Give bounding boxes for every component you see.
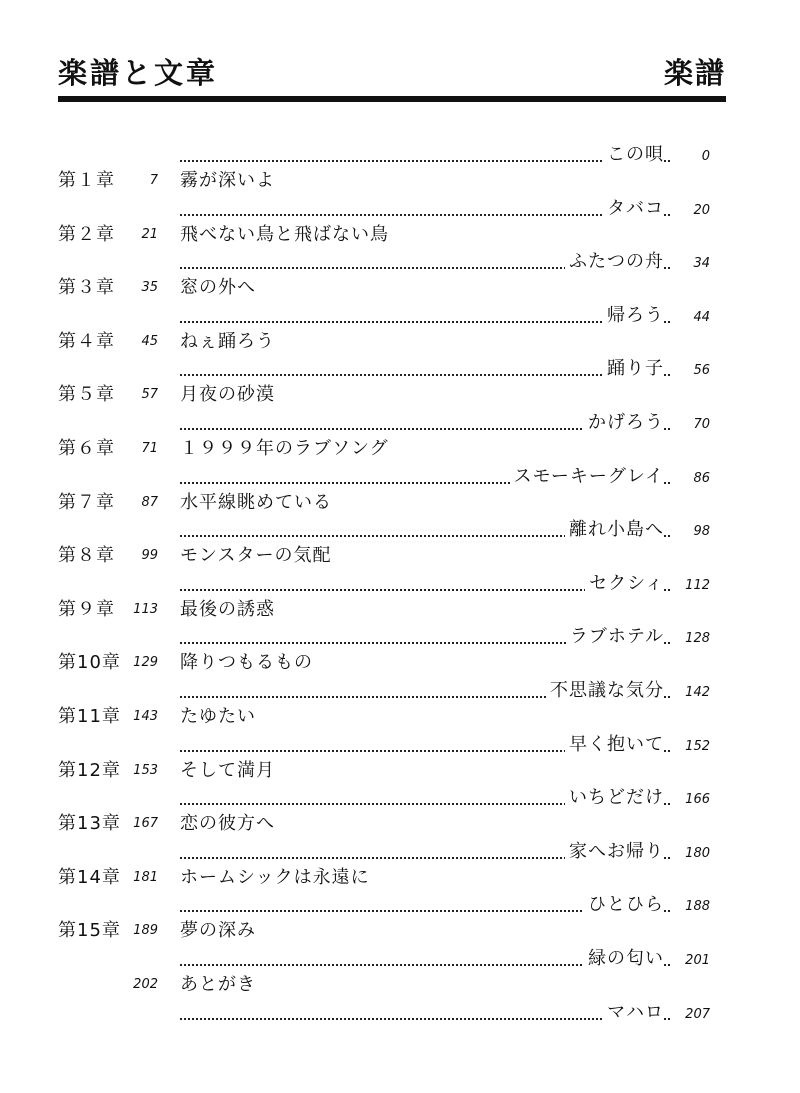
chapter-label: 第６章: [58, 438, 115, 459]
song-page-number: 70: [693, 417, 710, 432]
song-title: 離れ小島へ: [565, 517, 664, 543]
song-page-number: 188: [685, 899, 710, 915]
song-entry: [0, 249, 800, 275]
chapter-label: 第14章: [58, 866, 121, 888]
chapter-entry: [0, 168, 800, 194]
page-title: 楽譜と文章: [58, 56, 219, 90]
chapter-title: ねぇ踊ろう: [180, 330, 275, 352]
song-page-number: 86: [693, 470, 710, 486]
chapter-label: 第１章: [58, 170, 115, 191]
chapter-title: モンスターの気配: [180, 545, 332, 567]
song-page-number: 56: [693, 363, 710, 379]
song-entry: [0, 624, 800, 650]
chapter-page-number: 129: [133, 655, 158, 671]
chapter-title: 水平線眺めている: [180, 491, 332, 513]
chapter-entry: [0, 329, 800, 355]
chapter-title: 霧が深いよ: [180, 170, 275, 191]
chapter-label: 第２章: [58, 223, 115, 245]
song-title: ひとひら: [584, 892, 664, 918]
song-entry: [0, 356, 800, 382]
chapter-title: 降りつもるもの: [180, 652, 313, 674]
dot-leader: [180, 160, 670, 162]
chapter-label: 第10章: [58, 652, 121, 674]
chapter-title: そして満月: [180, 759, 275, 781]
song-page-number: 180: [685, 845, 710, 861]
song-page-number: 201: [685, 953, 710, 968]
chapter-label: 第３章: [58, 277, 115, 299]
chapter-label: 第７章: [58, 491, 115, 513]
chapter-label: 第５章: [58, 384, 115, 406]
song-page-number: 0: [701, 149, 710, 164]
song-entry: [0, 196, 800, 222]
chapter-entry: [0, 543, 800, 569]
song-title: タバコ: [603, 196, 664, 222]
song-page-number: 152: [685, 738, 710, 754]
chapter-title: 夢の深み: [180, 920, 256, 942]
chapter-entry: [0, 382, 800, 408]
chapter-label: 第11章: [58, 706, 121, 727]
song-title: 早く抱いて: [565, 732, 664, 758]
chapter-page-number: 113: [133, 601, 158, 617]
chapter-label: 第９章: [58, 598, 115, 620]
song-title: かげろう: [584, 410, 664, 436]
song-entry: [0, 517, 800, 543]
song-page-number: 98: [693, 524, 710, 540]
dot-leader: [180, 214, 670, 216]
chapter-label: 第12章: [58, 759, 121, 781]
chapter-title: たゆたい: [180, 706, 256, 727]
chapter-entry: [0, 865, 800, 891]
chapter-entry: [0, 704, 800, 730]
chapter-title: ホームシックは永遠に: [180, 866, 370, 888]
chapter-entry: [0, 650, 800, 676]
chapter-page-number: 202: [133, 977, 158, 992]
chapter-entry: [0, 490, 800, 516]
chapter-title: １９９９年のラブソング: [180, 438, 389, 459]
song-entry: [0, 571, 800, 597]
song-title: いちどだけ: [565, 785, 664, 811]
chapter-title: 恋の彼方へ: [180, 813, 275, 835]
song-title: ふたつの舟: [565, 249, 664, 275]
song-entry: [0, 303, 800, 329]
song-entry: [0, 142, 800, 168]
song-page-number: 44: [693, 309, 710, 325]
chapter-title: 窓の外へ: [180, 277, 256, 299]
chapter-label: 第４章: [58, 330, 115, 352]
chapter-page-number: 71: [141, 441, 158, 456]
chapter-page-number: 99: [141, 548, 158, 564]
chapter-entry: [0, 918, 800, 944]
song-page-number: 34: [693, 256, 710, 272]
song-page-number: 112: [685, 577, 710, 593]
chapter-page-number: 21: [141, 226, 158, 242]
chapter-title: 飛べない鳥と飛ばない鳥: [180, 223, 389, 245]
chapter-entry: [0, 436, 800, 462]
chapter-page-number: 153: [133, 762, 158, 778]
song-entry: [0, 946, 800, 972]
chapter-title: 月夜の砂漠: [180, 384, 275, 406]
song-title: 帰ろう: [603, 303, 664, 329]
chapter-page-number: 7: [149, 173, 158, 188]
song-entry: [0, 1000, 800, 1026]
chapter-entry: [0, 972, 800, 998]
song-title: セクシィ: [585, 571, 664, 597]
song-title: 踊り子: [603, 356, 664, 382]
chapter-page-number: 35: [141, 280, 158, 296]
chapter-entry: [0, 597, 800, 623]
chapter-page-number: 167: [133, 816, 158, 832]
song-entry: [0, 785, 800, 811]
song-page-number: 142: [685, 685, 710, 700]
chapter-entry: [0, 222, 800, 248]
chapter-entry: [0, 811, 800, 837]
song-entry: [0, 678, 800, 704]
song-entry: [0, 410, 800, 436]
song-title: 家へお帰り: [565, 839, 664, 865]
chapter-label: 第15章: [58, 920, 121, 942]
song-page-number: 128: [685, 631, 710, 647]
song-title: この唄: [603, 142, 664, 168]
song-title: マハロ: [603, 1000, 664, 1026]
section-title: 楽譜: [663, 56, 726, 90]
chapter-title: あとがき: [180, 974, 256, 995]
chapter-title: 最後の誘惑: [180, 598, 275, 620]
song-title: スモーキーグレイ: [510, 464, 664, 490]
dot-leader: [180, 321, 670, 323]
chapter-page-number: 189: [133, 923, 158, 939]
dot-leader: [180, 1018, 670, 1020]
song-entry: [0, 892, 800, 918]
song-page-number: 20: [693, 202, 710, 218]
chapter-page-number: 181: [133, 869, 158, 885]
song-title: 不思議な気分: [546, 678, 664, 704]
song-entry: [0, 464, 800, 490]
song-page-number: 207: [685, 1006, 710, 1022]
song-title: 緑の匂い: [584, 946, 664, 972]
chapter-entry: [0, 275, 800, 301]
chapter-page-number: 57: [141, 387, 158, 403]
chapter-page-number: 87: [141, 494, 158, 510]
chapter-page-number: 45: [141, 333, 158, 349]
chapter-entry: [0, 758, 800, 784]
song-page-number: 166: [685, 792, 710, 808]
song-entry: [0, 732, 800, 758]
chapter-page-number: 143: [133, 709, 158, 724]
song-entry: [0, 839, 800, 865]
chapter-label: 第13章: [58, 813, 121, 835]
dot-leader: [180, 374, 670, 376]
song-title: ラブホテル: [566, 624, 664, 650]
chapter-label: 第８章: [58, 545, 115, 567]
